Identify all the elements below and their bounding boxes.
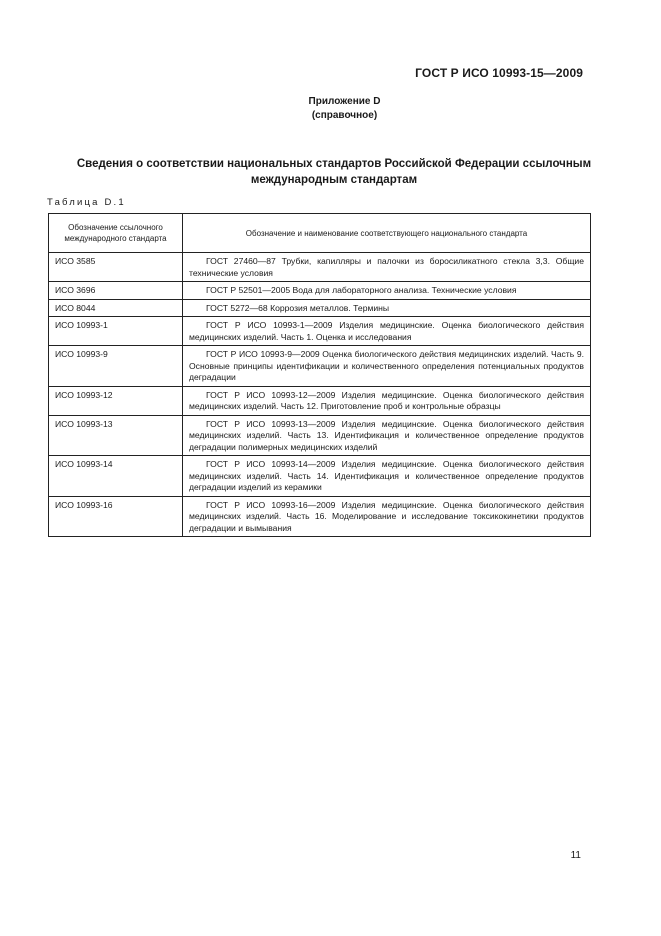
gost-cell: ГОСТ Р ИСО 10993-9—2009 Оценка биологического действия медицинских изделий. Часть 9. Основные принципы идентификации и количественного определения потенциальных продуктов деградации (183, 346, 591, 387)
gost-cell: ГОСТ Р ИСО 10993-14—2009 Изделия медицинские. Оценка биологического действия медицинских изделий. Часть 14. Идентификация и количественное определение продуктов деградации изделий из керамики (183, 456, 591, 497)
gost-cell: ГОСТ 5272—68 Коррозия металлов. Термины (183, 299, 591, 317)
table-row (49, 346, 591, 387)
iso-cell: ИСО 8044 (49, 299, 183, 317)
gost-cell: ГОСТ 27460—87 Трубки, капилляры и палочки из боросиликатного стекла 3,3. Общие технические условия (183, 253, 591, 282)
table-row (49, 317, 591, 346)
table-row (49, 386, 591, 415)
table-row (49, 253, 591, 282)
column-header-iso: Обозначение ссылочного международного стандарта (49, 214, 183, 253)
table-header-row (49, 214, 591, 253)
section-title: Сведения о соответствии национальных стандартов Российской Федерации ссылочным международным стандартам (76, 158, 592, 186)
iso-cell: ИСО 10993-12 (49, 386, 183, 415)
iso-cell: ИСО 3696 (49, 282, 183, 300)
gost-cell: ГОСТ Р ИСО 10993-16—2009 Изделия медицинские. Оценка биологического действия медицинских изделий. Часть 16. Моделирование и исследование токсикокинетики продуктов деградации и вымывания (183, 496, 591, 537)
iso-cell: ИСО 10993-13 (49, 415, 183, 456)
appendix-label: Приложение D (308, 96, 381, 107)
table-row (49, 415, 591, 456)
iso-cell: ИСО 10993-1 (49, 317, 183, 346)
appendix-heading (0, 95, 661, 123)
table-row (49, 282, 591, 300)
table-row (49, 496, 591, 537)
correspondence-table (48, 213, 591, 537)
column-header-gost: Обозначение и наименование соответствующего национального стандарта (183, 214, 591, 253)
document-code: ГОСТ Р ИСО 10993-15—2009 (415, 66, 583, 80)
iso-cell: ИСО 10993-9 (49, 346, 183, 387)
gost-cell: ГОСТ Р ИСО 10993-12—2009 Изделия медицинские. Оценка биологического действия медицинских изделий. Часть 12. Приготовление проб и контрольные образцы (183, 386, 591, 415)
table-caption: Таблица D.1 (47, 197, 126, 208)
gost-cell: ГОСТ Р ИСО 10993-1—2009 Изделия медицинские. Оценка биологического действия медицинских изделий. Часть 1. Оценка и исследования (183, 317, 591, 346)
iso-cell: ИСО 10993-16 (49, 496, 183, 537)
table-row (49, 456, 591, 497)
iso-cell: ИСО 10993-14 (49, 456, 183, 497)
table-row (49, 299, 591, 317)
iso-cell: ИСО 3585 (49, 253, 183, 282)
gost-cell: ГОСТ Р ИСО 10993-13—2009 Изделия медицинские. Оценка биологического действия медицинских изделий. Часть 13. Идентификация и количественное определение продуктов деградации полимерных медицинских изделий (183, 415, 591, 456)
gost-cell: ГОСТ Р 52501—2005 Вода для лабораторного анализа. Технические условия (183, 282, 591, 300)
appendix-kind: (справочное) (311, 110, 378, 121)
page-number: 11 (570, 850, 581, 861)
